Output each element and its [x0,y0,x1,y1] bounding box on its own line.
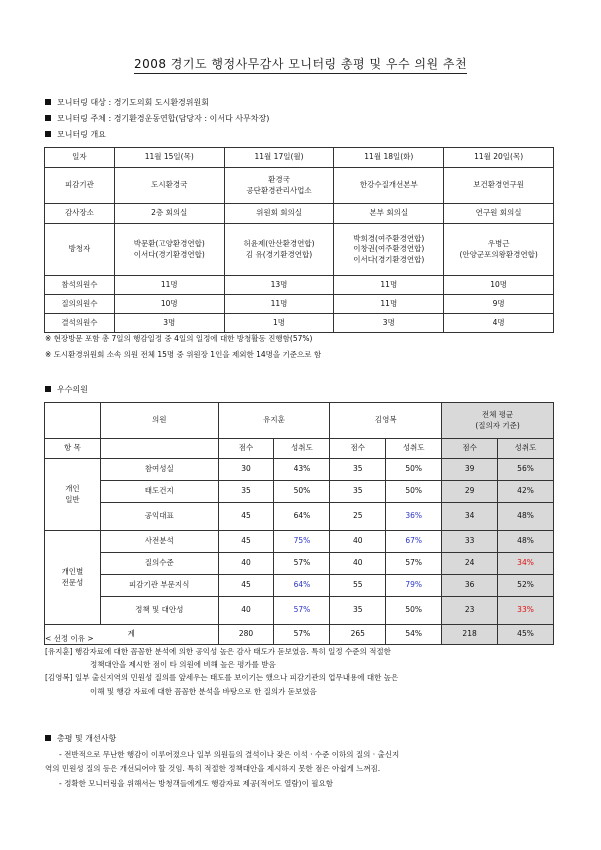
table-row [45,575,554,597]
bullet-square-icon [45,131,51,137]
table-row [45,597,554,625]
table-cell: 29 [442,481,498,503]
table-cell: 10명 [114,295,224,314]
bullet-square-icon [45,735,51,741]
table-cell: 9명 [444,295,554,314]
table-cell: 36% [386,503,442,531]
table-row [45,148,554,168]
table-cell: 도시환경국 [114,168,224,204]
header-cell: 김영복 [330,403,442,439]
table-cell: 40 [218,553,274,575]
header-cell: 점수 [442,439,498,459]
table-row [45,439,554,459]
table-cell: 57% [386,553,442,575]
table-cell: 35 [330,481,386,503]
table-cell: 33% [498,597,554,625]
section-overview: 모니터링 개요 [45,129,106,140]
item-cell: 질의수준 [100,553,218,575]
table-cell: 50% [386,481,442,503]
reasons-block [45,632,560,698]
reason-line: [유지훈] 행감자료에 대한 꼼꼼한 분석에 의한 공익성 높은 감사 태도가 돋보였음. 특히 일정 수준의 적절한 [45,647,391,657]
table-row [45,553,554,575]
header-cell: 전체 평균 (질의자 기준) [442,403,554,439]
table-cell: 40 [330,531,386,553]
item-cell: 피감기관 부문지식 [100,575,218,597]
table-cell: 1명 [224,314,334,333]
table-cell: 45 [218,575,274,597]
section-summary: 총평 및 개선사항 [45,733,116,744]
table-cell: 280 [218,625,274,645]
header-cell: 11월 15일(목) [114,148,224,168]
header-cell: 점수 [330,439,386,459]
table-cell: 11명 [334,276,444,295]
table-cell: 64% [274,503,330,531]
table-cell: 11명 [114,276,224,295]
table-cell: 57% [274,625,330,645]
table-cell: 64% [274,575,330,597]
item-cell: 태도건지 [100,481,218,503]
table-row [45,168,554,204]
table-cell: 박희경(여주환경연합) 이창권(여주환경연합) 이서다(경기환경연합) [334,224,444,276]
table-cell: 54% [386,625,442,645]
note-member-basis: ※ 도시환경위원회 소속 의원 전체 15명 중 위원장 1인을 제외한 14명을 기준으로 함 [45,350,322,359]
table-cell: 40 [218,597,274,625]
table-row [45,503,554,531]
summary-line: - 전반적으로 무난한 행감이 이루어졌으나 일부 의원들의 결석이나 잦은 이석 · 수준 이하의 질의 · 출신지 [59,750,400,759]
section-target: 모니터링 대상 : 경기도의회 도시환경위원회 [45,97,209,108]
table-cell: 33 [442,531,498,553]
table-cell: 35 [330,459,386,481]
header-cell: 성취도 [498,439,554,459]
header-cell: 11월 20일(목) [444,148,554,168]
reasons-heading: < 선정 이유 > [45,634,94,643]
table-cell: 박문환(고양환경연합) 이서다(경기환경연합) [114,224,224,276]
table-cell: 허윤제(안산환경연합) 김 유(경기환경연합) [224,224,334,276]
table-row [45,276,554,295]
bullet-square-icon [45,115,51,121]
table-cell: 45 [218,531,274,553]
table-cell: 40 [330,553,386,575]
table-cell: 48% [498,531,554,553]
summary-line: - 정확한 모니터링을 위해서는 방청객들에게도 행감자료 제공(적어도 열람)이 필요함 [59,778,333,788]
note-visit-ratio: ※ 현장방문 포함 총 7일의 행감일정 중 4일의 일정에 대한 방청활동 진행함(57%) [45,334,313,343]
table-row [45,481,554,503]
table-cell: 한강수질개선본부 [334,168,444,204]
table-cell: 67% [386,531,442,553]
table-cell: 13명 [224,276,334,295]
table-cell: 2층 회의실 [114,204,224,224]
header-cell: 항 목 [45,439,101,459]
table-cell: 75% [274,531,330,553]
header-cell: 11월 17일(월) [224,148,334,168]
header-cell [100,439,218,459]
header-cell: 의원 [100,403,218,439]
table-cell: 연구원 회의실 [444,204,554,224]
table-cell: 56% [498,459,554,481]
table-cell: 36 [442,575,498,597]
table-cell: 52% [498,575,554,597]
item-cell: 공익대표 [100,503,218,531]
table-cell: 265 [330,625,386,645]
table-cell: 24 [442,553,498,575]
table-cell: 30 [218,459,274,481]
table-row [45,403,554,439]
table-row [45,224,554,276]
table-row [45,204,554,224]
table-cell: 23 [442,597,498,625]
row-label: 결석의원수 [45,314,115,333]
table-cell: 42% [498,481,554,503]
table-cell: 35 [330,597,386,625]
bullet-square-icon [45,99,51,105]
table-cell: 34 [442,503,498,531]
section-excellent: 우수의원 [45,384,88,395]
summary-block [45,748,560,791]
table-cell: 10명 [444,276,554,295]
table-row [45,314,554,333]
table-cell: 55 [330,575,386,597]
table-cell: 34% [498,553,554,575]
header-cell: 성취도 [274,439,330,459]
header-cell: 11월 18일(화) [334,148,444,168]
group-label: 개인별 전문성 [45,531,101,625]
table-cell: 50% [386,597,442,625]
table-row [45,531,554,553]
table-cell: 57% [274,597,330,625]
table-cell: 48% [498,503,554,531]
header-cell: 점수 [218,439,274,459]
table-cell: 11명 [224,295,334,314]
table-cell: 57% [274,553,330,575]
header-cell: 성취도 [386,439,442,459]
table-cell: 11명 [334,295,444,314]
reason-line: 정책대안을 제시한 점이 타 의원에 비해 높은 평가를 받음 [90,660,276,670]
reason-line: 이해 및 행감 자료에 대한 꼼꼼한 분석을 바탕으로 한 질의가 돋보였음 [90,686,317,696]
row-label: 방청자 [45,224,115,276]
group-label: 개인 일반 [45,459,101,531]
table-cell: 본부 회의실 [334,204,444,224]
item-cell: 참여성실 [100,459,218,481]
corner-cell [45,403,101,439]
schedule-table [44,147,554,333]
table-cell: 39 [442,459,498,481]
row-label: 피감기관 [45,168,115,204]
table-cell: 50% [274,481,330,503]
row-label: 참석의원수 [45,276,115,295]
row-label: 질의의원수 [45,295,115,314]
table-cell: 4명 [444,314,554,333]
table-cell: 3명 [114,314,224,333]
table-cell: 보건환경연구원 [444,168,554,204]
item-cell: 정책 및 대안성 [100,597,218,625]
item-cell: 사전분석 [100,531,218,553]
table-cell: 43% [274,459,330,481]
table-cell: 79% [386,575,442,597]
summary-line: 역의 민원성 질의 등은 개선되어야 할 것임. 특히 적절한 정책대안을 제시하지 못한 점은 아쉽게 느껴짐. [45,764,381,774]
table-cell: 25 [330,503,386,531]
table-cell: 35 [218,481,274,503]
header-cell: 일자 [45,148,115,168]
bullet-square-icon [45,386,51,392]
table-row [45,459,554,481]
excellent-members-table [44,402,554,645]
row-label: 감사장소 [45,204,115,224]
table-cell: 3명 [334,314,444,333]
header-cell: 유지훈 [218,403,330,439]
table-row [45,295,554,314]
table-cell: 50% [386,459,442,481]
table-cell: 우병근 (안양군포의왕환경연합) [444,224,554,276]
table-cell: 45% [498,625,554,645]
table-cell: 218 [442,625,498,645]
table-cell: 위원회 회의실 [224,204,334,224]
section-host: 모니터링 주체 : 경기환경운동연합(담당자 : 이서다 사무차장) [45,113,269,124]
reason-line: [김영복] 일부 출신지역의 민원성 질의를 앞세우는 태도를 보이기는 했으나 피감기관의 업무내용에 대한 높은 [45,673,399,683]
total-label: 계 [45,625,219,645]
table-cell: 45 [218,503,274,531]
page-title: 2008 경기도 행정사무감사 모니터링 총평 및 우수 의원 추천 [0,55,601,72]
table-cell: 환경국 공단환경관리사업소 [224,168,334,204]
